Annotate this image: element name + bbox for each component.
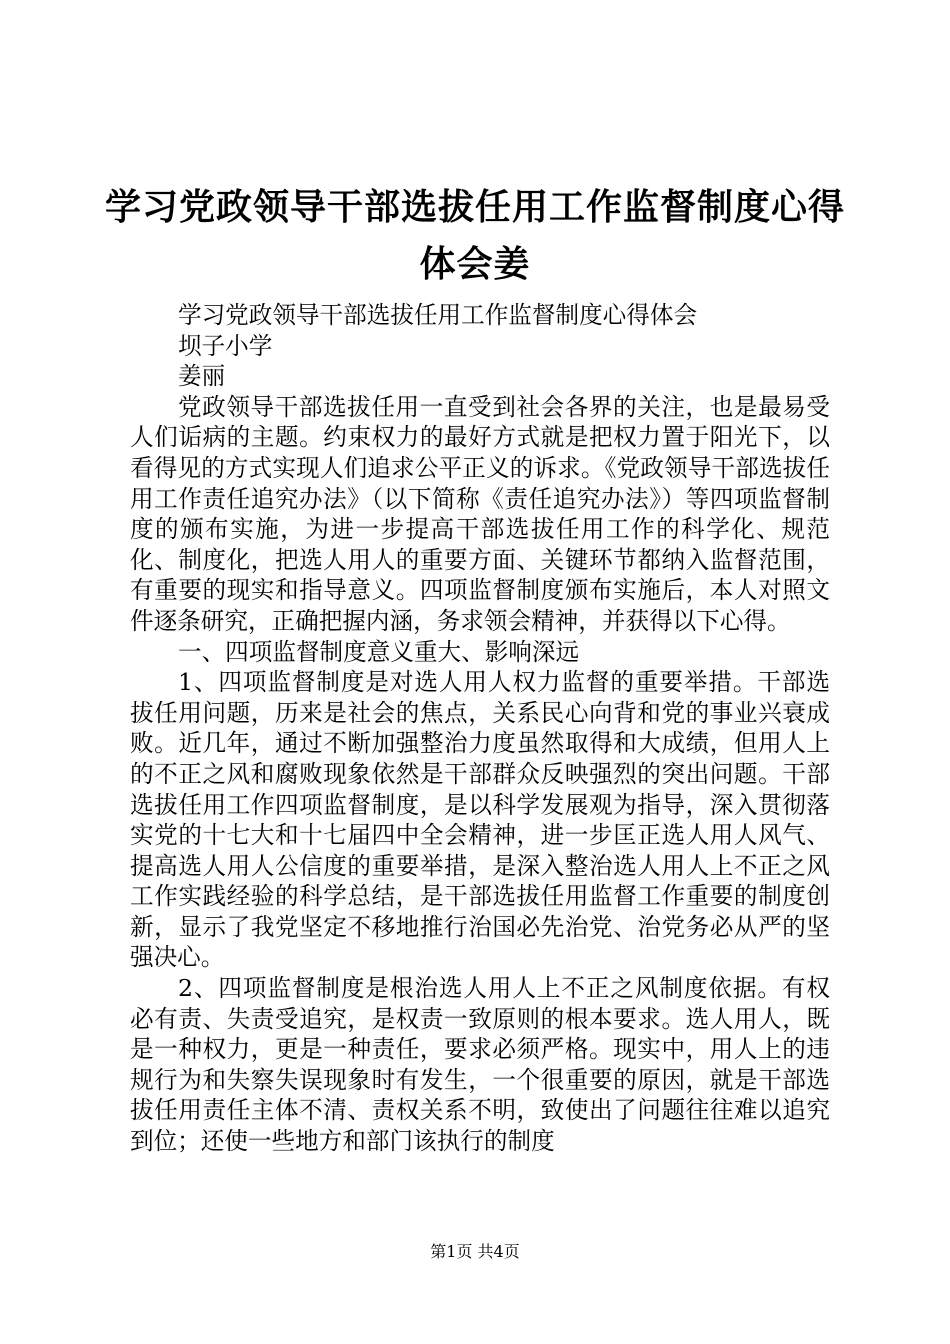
document-body (130, 300, 830, 1157)
section-heading-1: 一、四项监督制度意义重大、影响深远 (178, 637, 580, 666)
document-title-line-2: 体会姜 (419, 244, 531, 285)
paragraph-point-2: 2、四项监督制度是根治选人用人上不正之风制度依据。有权必有责、失责受追究，是权责一致原则的根本要求。选人用人，既是一种权力，更是一种责任，要求必须严格。现实中，用人上的违规行为和失察失误现象时有发生，一个很重要的原因，就是干部选拔任用责任主体不清、责权关系不明，致使出了问题往往难以追究到位；还使一些地方和部门该执行的制度 (130, 974, 830, 1156)
paragraph-intro: 党政领导干部选拔任用一直受到社会各界的关注，也是最易受人们诟病的主题。约束权力的最好方式就是把权力置于阳光下，以看得见的方式实现人们追求公平正义的诉求。《党政领导干部选拔任用工作责任追究办法》（以下简称《责任追究办法》）等四项监督制度的颁布实施，为进一步提高干部选拔任用工作的科学化、规范化、制度化，把选人用人的重要方面、关键环节都纳入监督范围，有重要的现实和指导意义。四项监督制度颁布实施后，本人对照文件逐条研究，正确把握内涵，务求领会精神，并获得以下心得。 (130, 392, 830, 635)
document-subtitle: 学习党政领导干部选拔任用工作监督制度心得体会 (178, 301, 698, 329)
school-name: 坝子小学 (178, 331, 273, 360)
document-title-line-1: 学习党政领导干部选拔任用工作监督制度心得 (104, 187, 845, 228)
page-number-footer: 第1页 共4页 (430, 1242, 520, 1261)
author-name: 姜丽 (178, 362, 226, 391)
paragraph-point-1: 1、四项监督制度是对选人用人权力监督的重要举措。干部选拔任用问题，历来是社会的焦点，关系民心向背和党的事业兴衰成败。近几年，通过不断加强整治力度虽然取得和大成绩，但用人上的不正之风和腐败现象依然是干部群众反映强烈的突出问题。干部选拔任用工作四项监督制度，是以科学发展观为指导，深入贯彻落实党的十七大和十七届四中全会精神，进一步匡正选人用人风气、提高选人用人公信度的重要举措，是深入整治选人用人上不正之风工作实践经验的科学总结，是干部选拔任用监督工作重要的制度创新，显示了我党坚定不移地推行治国必先治党、治党务必从严的坚强决心。 (130, 668, 830, 972)
